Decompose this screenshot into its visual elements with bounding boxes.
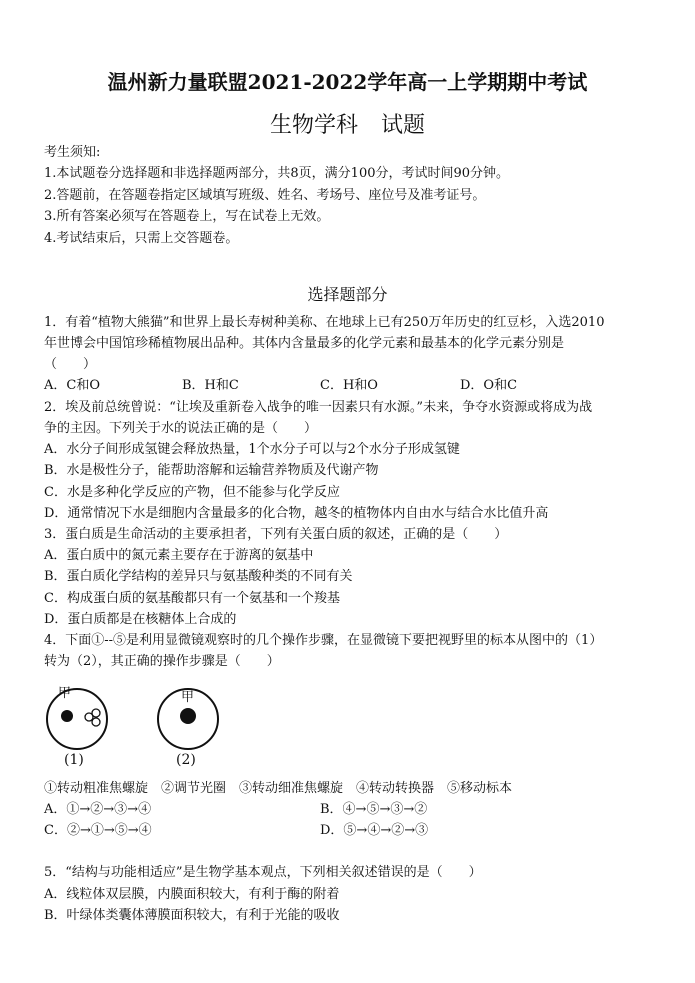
q3-option-c: C．构成蛋白质的氨基酸都只有一个氨基和一个羧基: [44, 591, 340, 606]
exam-subtitle: [0, 108, 695, 139]
notice-heading: 考生须知:: [44, 145, 101, 160]
q1-option-c: C．H和O: [320, 378, 378, 393]
q4-option-a: A．①→②→③→④: [44, 802, 152, 817]
paper-label: 试题: [381, 113, 426, 138]
q1-option-b: B．H和C: [182, 378, 239, 393]
q4-option-d: D．⑤→④→②→③: [320, 823, 429, 838]
q1-option-a: A．C和O: [44, 378, 100, 393]
q3-option-a: A．蛋白质中的氮元素主要存在于游离的氨基中: [44, 548, 314, 563]
section-title: 选择题部分: [307, 285, 388, 304]
q4-option-b: B．④→⑤→③→②: [320, 802, 428, 817]
q4-steps: ①转动粗准焦螺旋 ②调节光圈 ③转动细准焦螺旋 ④转动转换器 ⑤移动标本: [44, 781, 513, 796]
notice-item: 4.考试结束后，只需上交答题卷。: [44, 231, 239, 246]
figure-1-mark: 甲: [58, 686, 72, 701]
q5-option-b: B．叶绿体类囊体薄膜面积较大，有利于光能的吸收: [44, 908, 340, 923]
specimen-dot-large: [180, 708, 196, 724]
question-2-line: 争的主因。下列关于水的说法正确的是（ ）: [44, 421, 318, 436]
q4-option-c: C．②→①→⑤→④: [44, 823, 152, 838]
figure-2-mark: 甲: [181, 690, 195, 705]
question-3-line: 3．蛋白质是生命活动的主要承担者，下列有关蛋白质的叙述，正确的是（ ）: [44, 527, 508, 542]
q2-option-d: D．通常情况下水是细胞内含量最多的化合物，越冬的植物体内自由水与结合水比值升高: [44, 506, 549, 521]
cell-icon: [92, 709, 100, 717]
question-4-line: 4．下面①--⑤是利用显微镜观察时的几个操作步骤，在显微镜下要把视野里的标本从图中的（1）: [44, 633, 603, 648]
subject-label: 生物学科: [269, 113, 358, 138]
q3-option-b: B．蛋白质化学结构的差异只与氨基酸种类的不同有关: [44, 569, 353, 584]
cell-icon: [92, 718, 100, 726]
figure-2-caption: (2): [176, 752, 196, 768]
question-1-line: 年世博会中国馆珍稀植物展出品种。其体内含量最多的化学元素和最基本的化学元素分别是: [44, 336, 565, 351]
q1-option-d: D．O和C: [460, 378, 518, 393]
exam-title: 温州新力量联盟2021-2022学年高一上学期期中考试: [107, 70, 588, 94]
q2-option-c: C．水是多种化学反应的产物，但不能参与化学反应: [44, 485, 340, 500]
notice-item: 1.本试题卷分选择题和非选择题两部分，共8页，满分100分，考试时间90分钟。: [44, 166, 510, 181]
question-1-line: 1．有着“植物大熊猫”和世界上最长寿树种美称、在地球上已有250万年历史的红豆杉，入选2010: [44, 315, 605, 330]
specimen-dot-small: [61, 710, 73, 722]
question-1-line: （ ）: [44, 357, 97, 372]
question-5-line: 5．“结构与功能相适应”是生物学基本观点，下列相关叙述错误的是（ ）: [44, 865, 482, 880]
q3-option-d: D．蛋白质都是在核糖体上合成的: [44, 612, 237, 627]
question-2-line: 2．埃及前总统曾说：“让埃及重新卷入战争的唯一因素只有水源。”未来，争夺水资源或将成为战: [44, 400, 593, 415]
q2-option-a: A．水分子间形成氢键会释放热量，1个水分子可以与2个水分子形成氢键: [44, 442, 460, 457]
q2-option-b: B．水是极性分子，能帮助溶解和运输营养物质及代谢产物: [44, 463, 379, 478]
figure-1-caption: (1): [64, 752, 84, 768]
q5-option-a: A．线粒体双层膜，内膜面积较大，有利于酶的附着: [44, 887, 340, 902]
notice-item: 3.所有答案必须写在答题卷上，写在试卷上无效。: [44, 209, 330, 224]
question-4-line: 转为（2），其正确的操作步骤是（ ）: [44, 654, 280, 669]
notice-item: 2.答题前，在答题卷指定区域填写班级、姓名、考场号、座位号及准考证号。: [44, 188, 486, 203]
